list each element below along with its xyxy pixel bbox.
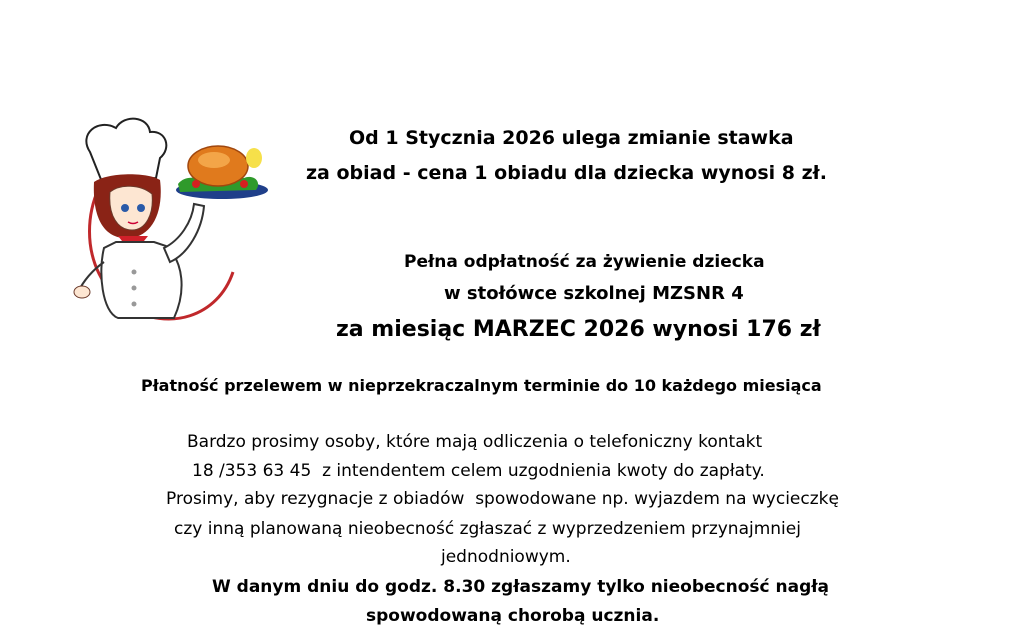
announcement-line-3: Pełna odpłatność za żywienie dziecka xyxy=(404,252,765,272)
info-line-5: jednodniowym. xyxy=(441,547,571,567)
announcement-line-2: za obiad - cena 1 obiadu dla dziecka wynosi 8 zł. xyxy=(306,162,827,184)
info-line-4: czy inną planowaną nieobecność zgłaszać z wyprzedzeniem przynajmniej xyxy=(174,519,801,539)
payment-deadline: Płatność przelewem w nieprzekraczalnym terminie do 10 każdego miesiąca xyxy=(141,376,822,395)
info-line-6: W danym dniu do godz. 8.30 zgłaszamy tylko nieobecność nagłą xyxy=(212,577,830,597)
announcement-line-1: Od 1 Stycznia 2026 ulega zmianie stawka xyxy=(349,127,794,149)
info-line-3: Prosimy, aby rezygnacje z obiadów spowodowane np. wyjazdem na wycieczkę xyxy=(166,489,839,509)
info-line-1: Bardzo prosimy osoby, które mają odliczenia o telefoniczny kontakt xyxy=(187,432,763,452)
info-line-7: spowodowaną chorobą ucznia. xyxy=(366,606,660,626)
chef-with-dish-icon xyxy=(68,112,268,326)
info-line-2: 18 /353 63 45 z intendentem celem uzgodnienia kwoty do zapłaty. xyxy=(192,461,765,481)
announcement-line-5: za miesiąc MARZEC 2026 wynosi 176 zł xyxy=(336,317,821,342)
announcement-line-4: w stołówce szkolnej MZSNR 4 xyxy=(444,283,744,304)
